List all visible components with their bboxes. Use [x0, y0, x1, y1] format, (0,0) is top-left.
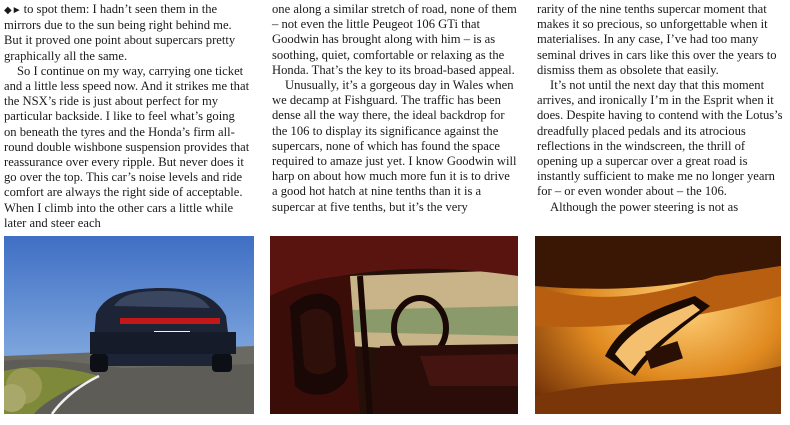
paragraph: rarity of the nine tenths supercar moment that makes it so precious, so unforgettable when it materialises. In any case, I’ve had too many seminal drives in cars like this over the years to dismiss them as obsolete that easily.: [537, 2, 777, 77]
door-handle-photo: [535, 236, 781, 414]
paragraph: It’s not until the next day that this moment arrives, and ironically I’m in the Esprit when it does. Despite having to contend with the Lotus’s dreadfully placed pedals and its atrocious reflections in the windscreen, the thrill of opening up a supercar over a great road is instantly sufficient to make me no longer yearn for – or even wonder about – the 106.: [537, 78, 783, 199]
paragraph: one along a similar stretch of road, none of them – not even the little Peugeot 106 GTi that Goodwin has brought along with him – is as soothing, quiet, comfortable or relaxing as the Honda. That’s the key to its broad-based appeal.: [272, 2, 517, 77]
article-column-1: [4, 2, 250, 231]
continued-arrow-icon: ◆►: [4, 5, 22, 16]
article-column-3: [537, 2, 785, 215]
car-interior-photo: [270, 236, 518, 414]
paragraph: So I continue on my way, carrying one ticket and a little less speed now. And it strikes me that the NSX’s ride is just about perfect for my particular backside. I like to feel what’s going on beneath the tyres and the Honda’s firm all-round double wishbone suspension provides that reassurance over every ripple. But never does it go over the top. This car’s noise levels and ride comfort are always the right side of acceptable. When I climb into the other cars a little while later and steer each: [4, 63, 250, 230]
car-rear-road-photo: [4, 236, 254, 414]
paragraph: ◆► to spot them: I hadn’t seen them in the mirrors due to the sun being right behind me. But it proved one point about supercars pretty graphically all the same.: [4, 2, 236, 63]
article-column-2: [272, 2, 518, 215]
paragraph: Unusually, it’s a gorgeous day in Wales when we decamp at Fishguard. The traffic has been dense all the way there, the ideal backdrop for the 106 to display its significance against the supercars, none of which has found the space required to amaze just yet. I know Goodwin will harp on about how much more fun it is to drive a good hot hatch at nine tenths than it is a supercar at five tenths, but it’s the very: [272, 78, 517, 214]
paragraph: Although the power steering is not as: [550, 199, 739, 214]
